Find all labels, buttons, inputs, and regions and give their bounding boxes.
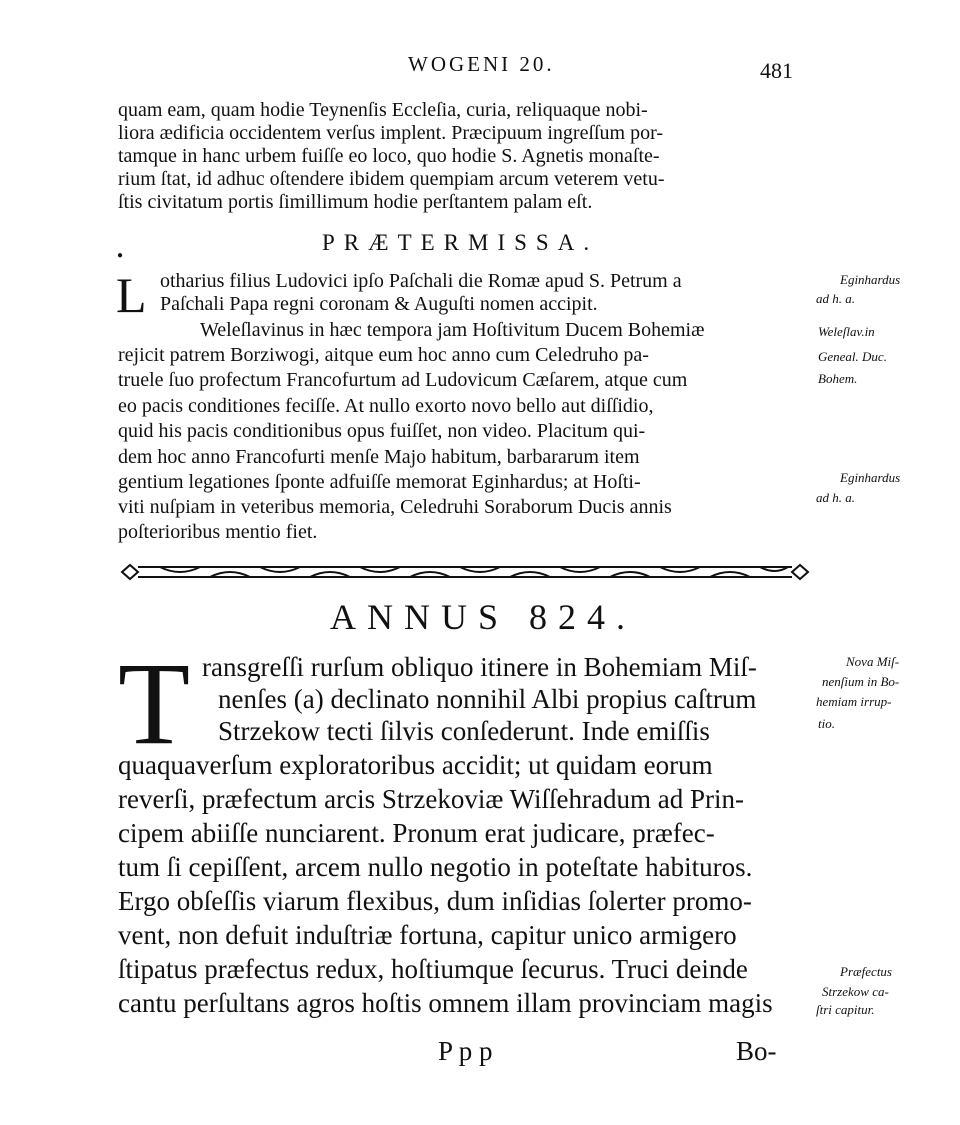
- text-line: quam eam, quam hodie Teynenſis Eccleſia, curia, reliquaque nobi-: [118, 99, 648, 121]
- text-line: dem hoc anno Francofurti menſe Majo habitum, barbararum item: [118, 446, 640, 468]
- text-line: quaquaverſum exploratoribus accidit; ut quidam eorum: [118, 750, 713, 780]
- drop-cap: L: [116, 267, 147, 323]
- page-number: 481: [760, 58, 793, 83]
- signature-mark: P p p: [438, 1036, 493, 1066]
- text-line: Weleſlavinus in hæc tempora jam Hoſtivitum Ducem Bohemiæ: [200, 319, 705, 341]
- text-line: rejicit patrem Borziwogi, aitque eum hoc anno cum Celedruho pa-: [118, 344, 649, 366]
- text-line: vent, non defuit induſtriæ fortuna, capitur unico armigero: [118, 920, 737, 950]
- text-line: truele ſuo profectum Francofurtum ad Ludovicum Cæſarem, atque cum: [118, 369, 688, 391]
- text-line: ſtis civitatum portis ſimillimum hodie perſtantem palam eſt.: [118, 191, 593, 213]
- text-line: viti nuſpiam in veteribus memoria, Celedruhi Soraborum Ducis annis: [118, 496, 672, 518]
- bullet-mark: ●: [117, 250, 124, 261]
- year-heading: ANNUS 824.: [330, 597, 637, 637]
- drop-cap: T: [118, 638, 191, 769]
- catchword: Bo-: [736, 1036, 777, 1066]
- text-line: Strzekow tecti ſilvis conſederunt. Inde emiſſis: [218, 716, 710, 746]
- text-line: quid his pacis conditionibus opus fuiſſet, non video. Placitum qui-: [118, 420, 646, 442]
- text-line: gentium legationes ſponte adfuiſſe memorat Eginhardus; at Hoſti-: [118, 471, 641, 493]
- text-line: poſterioribus mentio fiet.: [118, 521, 318, 543]
- text-line: nenſes (a) declinato nonnihil Albi propius caſtrum: [218, 684, 757, 714]
- text-line: Ergo obſeſſis viarum flexibus, dum inſidias ſolerter promo-: [118, 886, 752, 916]
- running-head: WOGENI 20.: [408, 52, 555, 76]
- ornament-rule: [120, 560, 810, 584]
- text-line: cipem abiiſſe nunciarent. Pronum erat judicare, præfec-: [118, 818, 715, 848]
- text-line: otharius filius Ludovici ipſo Paſchali die Romæ apud S. Petrum a: [160, 270, 682, 292]
- section-heading: PRÆTERMISSA.: [322, 230, 599, 255]
- text-line: liora ædificia occidentem verſus implent. Præcipuum ingreſſum por-: [118, 122, 664, 144]
- text-line: cantu perſultans agros hoſtis omnem illam provinciam magis: [118, 988, 773, 1018]
- text-line: reverſi, præfectum arcis Strzekoviæ Wiſſehradum ad Prin-: [118, 784, 744, 814]
- text-line: tamque in hanc urbem fuiſſe eo loco, quo hodie S. Agnetis monaſte-: [118, 145, 660, 167]
- text-line: rium ſtat, id adhuc oſtendere ibidem quempiam arcum veterem vetu-: [118, 168, 665, 190]
- text-line: tum ſi cepiſſent, arcem nullo negotio in poteſtate habituros.: [118, 852, 753, 882]
- text-line: Paſchali Papa regni coronam & Auguſti nomen accipit.: [160, 293, 598, 315]
- text-line: eo pacis conditiones feciſſe. At nullo exorto novo bello aut diſſidio,: [118, 395, 654, 417]
- text-line: ransgreſſi rurſum obliquo itinere in Bohemiam Miſ-: [202, 652, 757, 682]
- text-line: ſtipatus præfectus redux, hoſtiumque ſecurus. Truci deinde: [118, 954, 748, 984]
